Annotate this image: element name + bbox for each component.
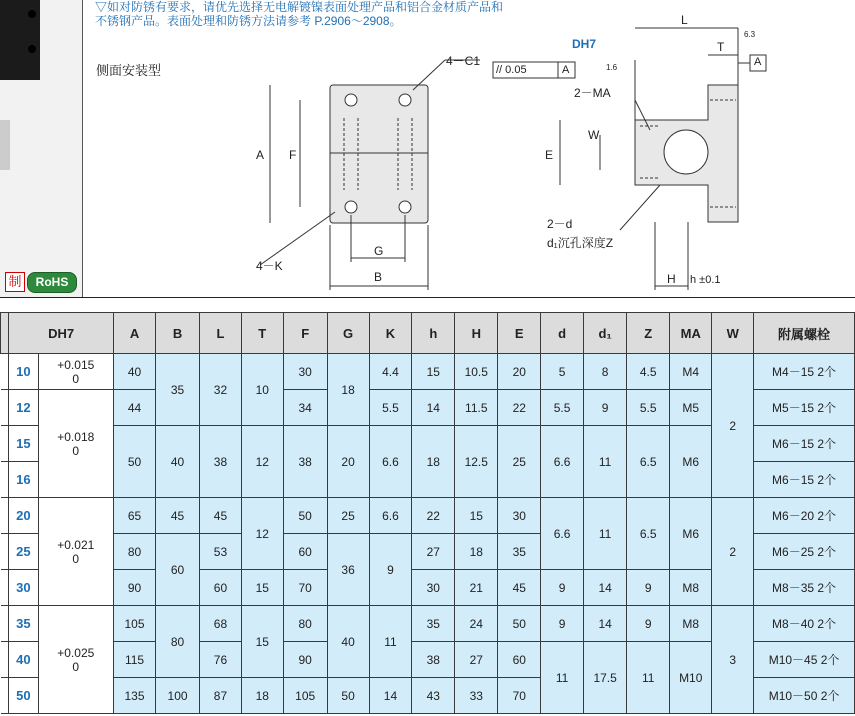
label-2d: 2－d [547,217,573,231]
cell-W: 2 [712,498,754,606]
table-row [1,354,855,390]
cell-H: 21 [455,570,498,606]
size-cell: 20 [9,498,38,534]
label-H: H [667,272,676,286]
cell-Z: 4.5 [627,354,670,390]
lead-cell [1,426,9,462]
cell-F: 60 [283,534,327,570]
cell-d: 9 [541,570,584,606]
cell-Z: 11 [627,642,670,714]
datum-label: A [754,56,762,68]
cell-K: 6.6 [369,426,412,498]
cell-L: 87 [200,678,242,714]
lead-cell [1,390,9,426]
cell-T: 18 [241,678,283,714]
section-divider [0,297,855,298]
col-DH7: DH7 [9,313,114,354]
col-MA: MA [670,313,712,354]
label-4k: 4－K [256,259,283,273]
manufacture-badge: 制 [5,272,25,292]
cell-d1: 11 [584,426,627,498]
cell-K: 4.4 [369,354,412,390]
front-view [260,60,480,290]
label-F: F [289,148,297,162]
cell-F: 50 [283,498,327,534]
cell-H: 15 [455,498,498,534]
cell-A: 40 [113,354,155,390]
cell-A: 50 [113,426,155,498]
size-cell: 15 [9,426,38,462]
cell-L: 38 [200,426,242,498]
cell-bolt: M6－15 2个 [754,462,855,498]
cell-G: 18 [327,354,369,426]
lead-cell [1,678,9,714]
tolerance-cell: +0.015 0 [38,354,113,390]
cell-L: 53 [200,534,242,570]
cell-MA: M8 [670,570,712,606]
label-L: L [681,13,688,27]
cell-A: 115 [113,642,155,678]
cell-Z: 6.5 [627,498,670,570]
cell-E: 22 [498,390,541,426]
cell-h: 35 [412,606,455,642]
cell-B: 35 [156,354,200,426]
cell-E: 45 [498,570,541,606]
tolerance-cell: +0.021 0 [38,498,113,606]
cell-H: 18 [455,534,498,570]
cell-A: 105 [113,606,155,642]
cell-K: 5.5 [369,390,412,426]
cell-G: 20 [327,426,369,498]
cell-bolt: M5－15 2个 [754,390,855,426]
label-h: h ±0.1 [690,274,721,286]
cell-E: 20 [498,354,541,390]
cell-H: 24 [455,606,498,642]
side-view [493,28,766,290]
cell-h: 15 [412,354,455,390]
cell-F: 34 [283,390,327,426]
tolerance-cell: +0.018 0 [38,390,113,498]
note-line-2[interactable]: 不锈钢产品。表面处理和防锈方法请参考 P.2906～2908。 [95,14,402,28]
cell-E: 70 [498,678,541,714]
col-d1: d₁ [584,313,627,354]
cell-W: 3 [712,606,754,714]
lead-cell [1,606,9,642]
cell-Z: 5.5 [627,390,670,426]
label-A: A [256,148,265,162]
col-T: T [241,313,283,354]
size-cell: 12 [9,390,38,426]
size-cell: 35 [9,606,38,642]
cell-bolt: M6－25 2个 [754,534,855,570]
size-cell: 16 [9,462,38,498]
label-4c1: 4－C1 [446,54,481,68]
cell-d: 6.6 [541,426,584,498]
cell-F: 90 [283,642,327,678]
cell-bolt: M10－45 2个 [754,642,855,678]
cell-d1: 14 [584,570,627,606]
cell-E: 30 [498,498,541,534]
product-photo [0,0,83,298]
tolerance-cell: +0.025 0 [38,606,113,714]
col-h: h [412,313,455,354]
cell-A: 65 [113,498,155,534]
parallelism-tolerance: // 0.05 [496,64,527,76]
table-header-row [1,313,855,354]
cell-bolt: M10－50 2个 [754,678,855,714]
cell-L: 32 [200,354,242,426]
cell-Z: 9 [627,606,670,642]
cell-d1: 9 [584,390,627,426]
cell-E: 35 [498,534,541,570]
cell-Z: 9 [627,570,670,606]
cell-T: 15 [241,606,283,678]
cell-h: 30 [412,570,455,606]
col-L: L [200,313,242,354]
cell-K: 9 [369,534,412,606]
cell-MA: M5 [670,390,712,426]
lead-cell [1,462,9,498]
cell-F: 30 [283,354,327,390]
size-cell: 10 [9,354,38,390]
cell-d1: 8 [584,354,627,390]
col-F: F [283,313,327,354]
roughness-2: 6.3 [744,30,756,39]
lead-cell [1,642,9,678]
cell-F: 80 [283,606,327,642]
cell-L: 68 [200,606,242,642]
cell-K: 6.6 [369,498,412,534]
label-d1z: d₁沉孔深度Z [547,236,614,250]
cell-A: 135 [113,678,155,714]
cell-T: 12 [241,498,283,570]
cell-d: 6.6 [541,498,584,570]
cell-h: 43 [412,678,455,714]
col-A: A [113,313,155,354]
cell-h: 27 [412,534,455,570]
product-block-image [0,0,40,80]
cell-MA: M4 [670,354,712,390]
mount-type-label: 侧面安装型 [96,63,162,78]
label-W: W [588,128,600,142]
cell-B: 80 [156,606,200,678]
cell-h: 14 [412,390,455,426]
cell-E: 60 [498,642,541,678]
cell-G: 36 [327,534,369,606]
table-row [1,498,855,534]
cell-d1: 11 [584,498,627,570]
lead-cell [1,354,9,390]
lead-cell [1,534,9,570]
cell-F: 70 [283,570,327,606]
cell-F: 105 [283,678,327,714]
info-icon: ▽ [95,0,108,14]
cell-K: 14 [369,678,412,714]
col-bolt: 附属螺栓 [754,313,855,354]
cell-MA: M6 [670,426,712,498]
cell-G: 50 [327,678,369,714]
cell-d1: 14 [584,606,627,642]
cell-h: 18 [412,426,455,498]
top-section [0,0,855,298]
cell-B: 40 [156,426,200,498]
cell-B: 100 [156,678,200,714]
cell-MA: M8 [670,606,712,642]
cell-L: 60 [200,570,242,606]
cell-B: 45 [156,498,200,534]
size-cell: 40 [9,642,38,678]
product-detail-image [0,120,10,170]
lead-cell [1,570,9,606]
cell-MA: M6 [670,498,712,570]
label-E: E [545,148,554,162]
cell-bolt: M4－15 2个 [754,354,855,390]
table-row [1,606,855,642]
roughness-1: 1.6 [606,63,618,72]
cell-B: 60 [156,534,200,606]
cell-T: 15 [241,570,283,606]
label-2ma: 2－MA [574,86,611,100]
col-H: H [455,313,498,354]
col-E: E [498,313,541,354]
cell-T: 10 [241,354,283,426]
cell-d: 5 [541,354,584,390]
cell-Z: 6.5 [627,426,670,498]
cell-d1: 17.5 [584,642,627,714]
cell-E: 50 [498,606,541,642]
cell-bolt: M8－35 2个 [754,570,855,606]
cell-L: 45 [200,498,242,534]
col-B: B [156,313,200,354]
col-Z: Z [627,313,670,354]
cell-T: 12 [241,426,283,498]
cell-bolt: M6－15 2个 [754,426,855,462]
cell-H: 33 [455,678,498,714]
cell-A: 90 [113,570,155,606]
cell-bolt: M8－40 2个 [754,606,855,642]
lead-cell [1,498,9,534]
cell-H: 27 [455,642,498,678]
cell-h: 38 [412,642,455,678]
cell-MA: M10 [670,642,712,714]
cell-d: 11 [541,642,584,714]
label-B: B [374,270,383,284]
col-G: G [327,313,369,354]
col-d: d [541,313,584,354]
col-K: K [369,313,412,354]
cell-F: 38 [283,426,327,498]
cell-W: 2 [712,354,754,498]
cell-G: 40 [327,606,369,678]
size-cell: 50 [9,678,38,714]
cell-d: 5.5 [541,390,584,426]
cell-G: 25 [327,498,369,534]
cell-E: 25 [498,426,541,498]
cell-L: 76 [200,642,242,678]
label-dh7: DH7 [572,37,597,51]
cell-h: 22 [412,498,455,534]
cell-d: 9 [541,606,584,642]
note-line-1: ▽如对防锈有要求，请优先选择无电解镀镍表面处理产品和铝合金材质产品和 [95,0,504,14]
col-W: W [712,313,754,354]
cell-A: 44 [113,390,155,426]
size-cell: 25 [9,534,38,570]
datum-ref: A [562,64,570,76]
cell-K: 11 [369,606,412,678]
lead-cell [1,313,9,354]
label-G: G [374,244,384,258]
cell-H: 10.5 [455,354,498,390]
rohs-badge: RoHS [27,272,77,293]
spec-table [0,312,855,714]
label-T: T [717,40,725,54]
cell-H: 12.5 [455,426,498,498]
size-cell: 30 [9,570,38,606]
cell-H: 11.5 [455,390,498,426]
cell-A: 80 [113,534,155,570]
cell-bolt: M6－20 2个 [754,498,855,534]
